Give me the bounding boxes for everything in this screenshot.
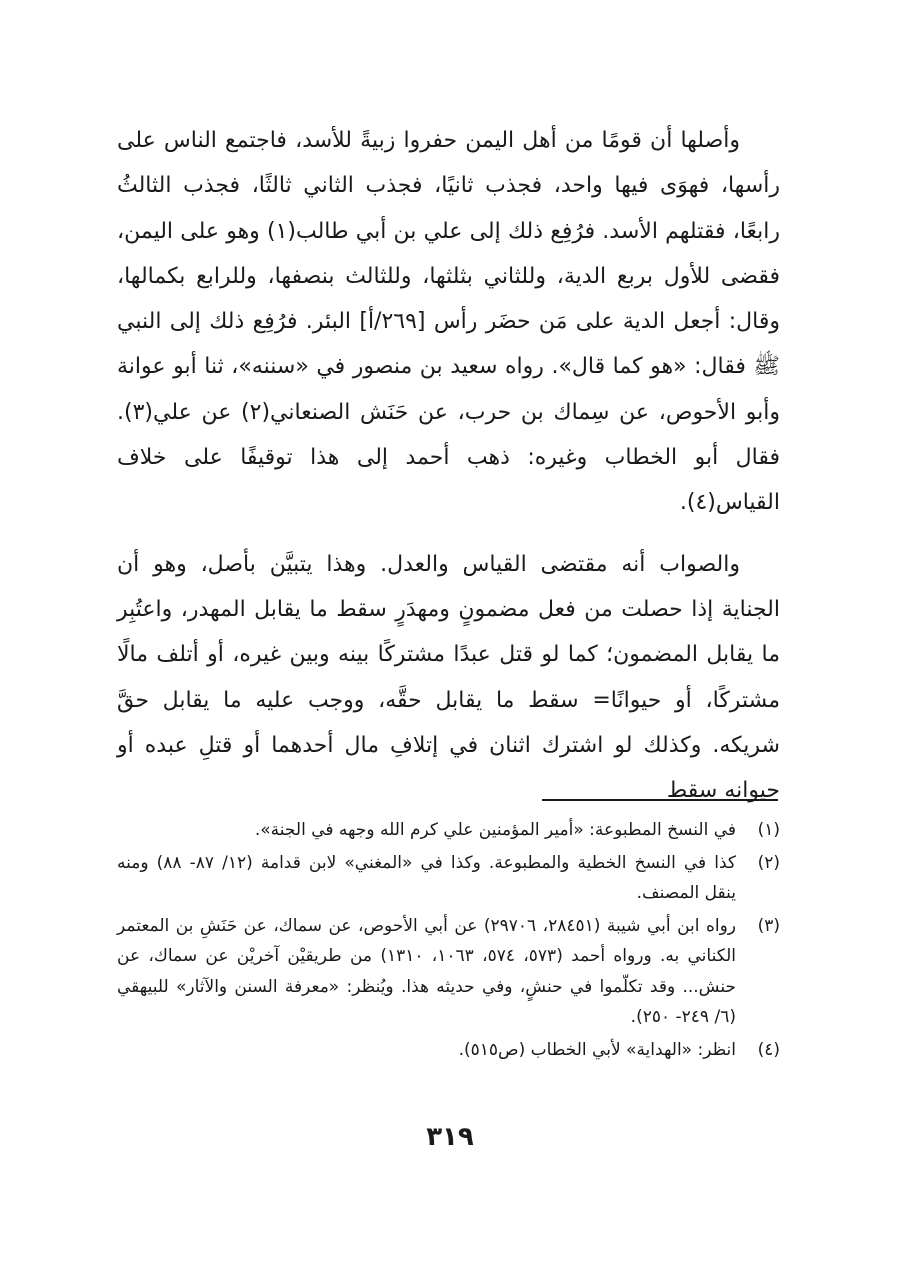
paragraph-2: والصواب أنه مقتضى القياس والعدل. وهذا يتبيَّن بأصل، وهو أن الجناية إذا حصلت من فعل مضمونٍ ومهدَرٍ سقط ما يقابل المهدر، واعتُبِر ما يقابل المضمون؛ كما لو قتل عبدًا مشتركًا بينه وبين غيره، أو أتلف مالًا مشتركًا، أو حيوانًا= سقط ما يقابل حقَّه، ووجب عليه ما يقابل حقَّ شريكه. وكذلك لو اشترك اثنان في إتلافِ مال أحدهما أو قتلِ عبده أو حيوانه سقط [117,551,780,804]
footnote-separator [542,799,778,801]
footnote-text: في النسخ المطبوعة: «أمير المؤمنين علي كرم الله وجهه في الجنة». [254,820,736,840]
footnote-2 [117,848,780,909]
page-number: ٣١٩ [426,1122,474,1152]
footnote-text: كذا في النسخ الخطية والمطبوعة. وكذا في «المغني» لابن قدامة (١٢/ ٨٧- ٨٨) ومنه ينقل المصنف. [117,852,736,903]
footnotes [117,815,780,1067]
footnote-number: (٢) [757,852,780,873]
footnote-text: رواه ابن أبي شيبة (٢٨٤٥١، ٢٩٧٠٦) عن أبي الأحوص، عن سماك، عن حَنَشِ بن المعتمر الكناني به. ورواه أحمد (٥٧٣، ٥٧٤، ١٠٦٣، ١٣١٠) من طريقيْن آخريْن عن سماك، عن حنش... وقد تكلّموا في حنشٍ، وفي حديثه هذا. ويُنظر: «معرفة السنن والآثار» للبيهقي (٦/ ٢٤٩- ٢٥٠). [117,915,737,1027]
paragraph-gap [117,526,780,542]
footnote-text: انظر: «الهداية» لأبي الخطاب (ص٥١٥). [458,1039,736,1060]
footnote-3 [117,911,780,1033]
footnote-1 [117,815,780,846]
footnote-number: (٣) [757,915,780,936]
footnote-4 [117,1035,780,1066]
footnote-number: (٤) [757,1039,780,1060]
footnote-number: (١) [757,820,780,840]
main-text [117,118,780,813]
paragraph-1: وأصلها أن قومًا من أهل اليمن حفروا زبيةً للأسد، فاجتمع الناس على رأسها، فهوَى فيها واحد، فجذب ثانيًا، فجذب الثاني ثالثًا، فجذب الثالثُ رابعًا، فقتلهم الأسد. فرُفِع ذلك إلى علي بن أبي طالب(١) وهو على اليمن، فقضى للأول بربع الدية، وللثاني بثلثها، وللثالث بنصفها، وللرابع بكمالها، وقال: أجعل الدية على مَن حضَر رأس [٢٦٩/أ] البئر. فرُفِع ذلك إلى النبي ﷺ فقال: «هو كما قال». رواه سعيد بن منصور في «سننه»، ثنا أبو عوانة وأبو الأحوص، عن سِماك بن حرب، عن حَنَش الصنعاني(٢) عن علي(٣). فقال أبو الخطاب وغيره: ذهب أحمد إلى هذا توقيفًا على خلاف القياس(٤). [117,128,781,516]
